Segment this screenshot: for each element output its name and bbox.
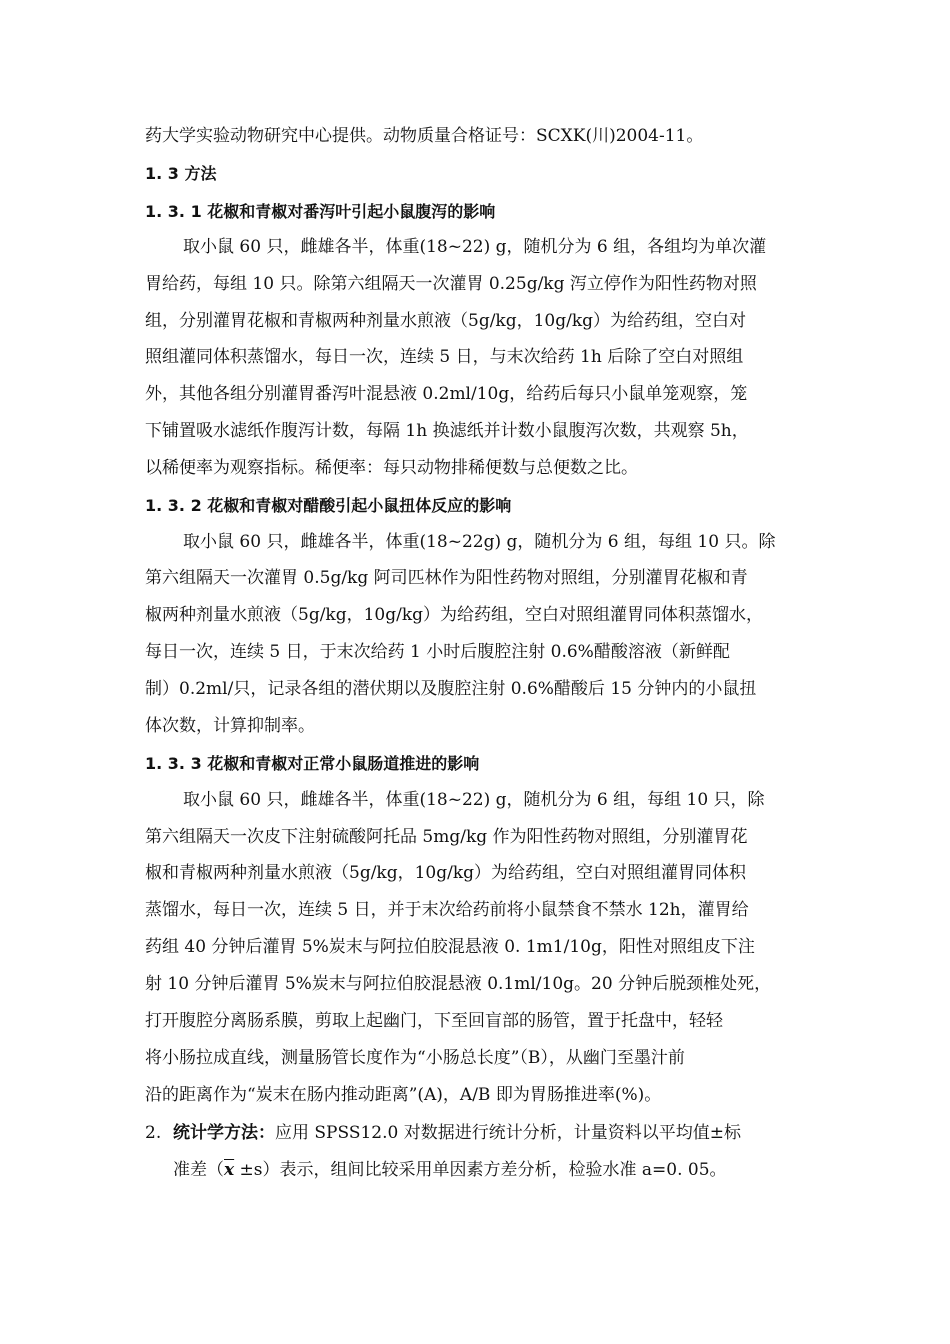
paragraph-line: 体次数，计算抑制率。 — [145, 716, 315, 736]
subsection-heading: 1. 3. 2 花椒和青椒对醋酸引起小鼠扭体反应的影响 — [145, 496, 512, 515]
paragraph-line: 组，分别灌胃花椒和青椒两种剂量水煎液（5g/kg，10g/kg）为给药组，空白对 — [145, 311, 747, 331]
subsection-heading: 1. 3. 3 花椒和青椒对正常小鼠肠道推进的影响 — [145, 754, 480, 773]
stats-post: ±s）表示，组间比较采用单因素方差分析，检验水准 a=0. 05。 — [234, 1160, 727, 1180]
mean-symbol: $\overline{x}$ — [224, 1160, 235, 1180]
stats-text: 应用 SPSS12.0 对数据进行统计分析，计量资料以平均值±标 — [275, 1123, 741, 1143]
paragraph-line: 胃给药，每组 10 只。除第六组隔天一次灌胃 0.25g/kg 泻立停作为阳性药物对照 — [145, 274, 757, 294]
paragraph-line: 下铺置吸水滤纸作腹泻计数，每隔 1h 换滤纸并计数小鼠腹泻次数，共观察 5h， — [145, 421, 749, 441]
list-number: 2. — [145, 1123, 162, 1143]
stats-pre: 准差（ — [173, 1160, 224, 1180]
paragraph-line: 沿的距离作为“炭末在肠内推动距离”(A)，A/B 即为胃肠推进率(%)。 — [145, 1085, 662, 1105]
stats-label: 统计学方法： — [173, 1123, 275, 1143]
paragraph-line: 取小鼠 60 只，雌雄各半，体重(18~22g) g，随机分为 6 组，每组 10 只。除 — [183, 532, 776, 552]
paragraph-line: 第六组隔天一次灌胃 0.5g/kg 阿司匹林作为阳性药物对照组，分别灌胃花椒和青 — [145, 568, 748, 588]
section-heading: 1. 3 方法 — [145, 164, 217, 183]
paragraph-line: 蒸馏水，每日一次，连续 5 日，并于末次给药前将小鼠禁食不禁水 12h，灌胃给 — [145, 900, 749, 920]
paragraph-line: 每日一次，连续 5 日，于末次给药 1 小时后腹腔注射 0.6%醋酸溶液（新鲜配 — [145, 642, 730, 662]
paragraph-line: 射 10 分钟后灌胃 5%炭末与阿拉伯胶混悬液 0.1ml/10g。20 分钟后脱颈椎处死， — [145, 974, 772, 994]
subsection-heading: 1. 3. 1 花椒和青椒对番泻叶引起小鼠腹泻的影响 — [145, 202, 496, 221]
paragraph-line: 椒和青椒两种剂量水煎液（5g/kg，10g/kg）为给药组，空白对照组灌胃同体积 — [145, 863, 747, 883]
paragraph-line: 以稀便率为观察指标。稀便率：每只动物排稀便数与总便数之比。 — [145, 458, 638, 478]
stats-line-1 — [173, 1121, 853, 1145]
paragraph-line: 第六组隔天一次皮下注射硫酸阿托品 5mg/kg 作为阳性药物对照组，分别灌胃花 — [145, 827, 748, 847]
paragraph-line: 药组 40 分钟后灌胃 5%炭末与阿拉伯胶混悬液 0. 1m1/10g，阳性对照组皮下注 — [145, 937, 755, 957]
paragraph-line: 外，其他各组分别灌胃番泻叶混悬液 0.2ml/10g，给药后每只小鼠单笼观察，笼 — [145, 384, 748, 404]
paragraph-line: 制）0.2ml/只，记录各组的潜伏期以及腹腔注射 0.6%醋酸后 15 分钟内的小鼠扭 — [145, 679, 757, 699]
paragraph-line: 药大学实验动物研究中心提供。动物质量合格证号：SCXK(川)2004-11。 — [145, 126, 704, 146]
paragraph-line: 取小鼠 60 只，雌雄各半，体重(18~22) g，随机分为 6 组，每组 10 只，除 — [183, 790, 765, 810]
paragraph-line: 照组灌同体积蒸馏水，每日一次，连续 5 日，与末次给药 1h 后除了空白对照组 — [145, 347, 744, 367]
stats-line-2 — [173, 1158, 853, 1182]
paragraph-line: 打开腹腔分离肠系膜，剪取上起幽门，下至回盲部的肠管，置于托盘中，轻轻 — [145, 1011, 723, 1031]
paragraph-line: 取小鼠 60 只，雌雄各半，体重(18~22) g，随机分为 6 组，各组均为单次灌 — [183, 237, 767, 257]
paragraph-line: 将小肠拉成直线，测量肠管长度作为“小肠总长度”（B），从幽门至墨汁前 — [145, 1048, 685, 1068]
paragraph-line: 椒两种剂量水煎液（5g/kg，10g/kg）为给药组，空白对照组灌胃同体积蒸馏水， — [145, 605, 764, 625]
